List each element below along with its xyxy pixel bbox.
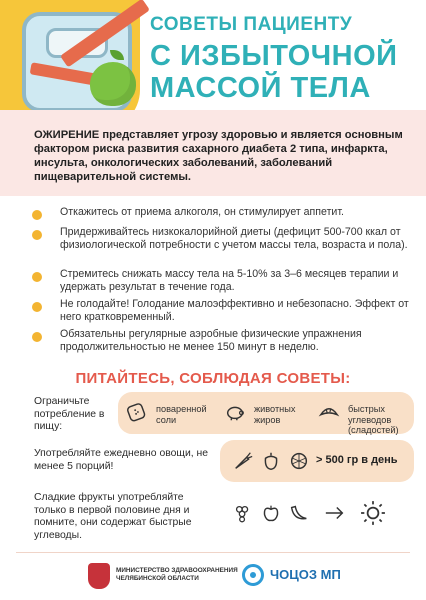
bullet-dot <box>32 272 42 282</box>
ministry-name <box>116 567 238 583</box>
limit-panel <box>118 392 414 434</box>
title-line-1: СОВЕТЫ ПАЦИЕНТУ <box>150 14 353 35</box>
croissant-icon <box>318 401 340 423</box>
page-title <box>150 14 420 104</box>
bullet-text: Придерживайтесь низкокалорийной диеты (дефицит 500-700 ккал от физиологической потребности с учетом массы тела, возраста и пола). <box>60 226 408 251</box>
fruits-panel <box>220 490 414 542</box>
title-line-3: МАССОЙ ТЕЛА <box>150 72 371 104</box>
ministry-line-1: МИНИСТЕРСТВО ЗДРАВООХРАНЕНИЯ <box>116 567 238 574</box>
limit-item <box>318 398 412 435</box>
arrow-right-icon <box>324 502 346 524</box>
bullet-text: Не голодайте! Голодание малоэффективно и небезопасно. Эффект от него кратковременный. <box>60 298 409 323</box>
bullet-dot <box>32 302 42 312</box>
crest-icon <box>88 563 110 589</box>
pig-icon <box>224 401 246 423</box>
cabbage-icon <box>288 450 310 472</box>
bullet-text: Стремитесь снижать массу тела на 5-10% за 3–6 месяцев терапии и удержать результат в течение года. <box>60 268 399 293</box>
apple-outline-icon <box>260 502 282 524</box>
title-line-2: С ИЗБЫТОЧНОЙ <box>150 40 398 72</box>
limit-label: животных жиров <box>254 404 296 425</box>
limit-label: быстрых углеводов (сладостей) <box>348 404 399 435</box>
grapes-icon <box>232 502 254 524</box>
org-name: ЧОЦОЗ МП <box>270 567 341 582</box>
intro-bold: ОЖИРЕНИЕ <box>34 129 100 141</box>
divider <box>16 552 410 553</box>
bullet-dot <box>32 210 42 220</box>
apple-icon <box>90 62 136 106</box>
intro-text <box>34 128 414 184</box>
org-logo-icon <box>242 564 264 586</box>
limit-item <box>224 398 314 428</box>
sun-icon <box>360 500 386 526</box>
bullet-dot <box>32 230 42 240</box>
bullet-text: Обязательны регулярные аэробные физические упражнения продолжительностью не менее 150 минут в неделю. <box>60 328 362 353</box>
row-label-fruits: Сладкие фрукты употребляйте только в первой половине дня и помните, они содержат быстрые углеводы. <box>34 492 192 541</box>
limit-label: поваренной соли <box>156 404 207 425</box>
bullet-text: Откажитесь от приема алкоголя, он стимулирует аппетит. <box>60 206 344 218</box>
salt-icon <box>126 401 148 423</box>
ministry-line-2: ЧЕЛЯБИНСКОЙ ОБЛАСТИ <box>116 575 199 582</box>
intro-rest: представляет угрозу здоровью и является основным фактором риска развития сахарного диабета 2 типа, инфаркта, инсульта, онкологических заболеваний, заболеваний пищеварительной системы. <box>34 129 403 183</box>
row-label-limit: Ограничьте потребление в пищу: <box>34 396 105 432</box>
vegetable-amount: > 500 гр в день <box>316 454 398 466</box>
limit-item <box>126 398 218 428</box>
pepper-icon <box>260 450 282 472</box>
banana-icon <box>288 502 310 524</box>
bullet-dot <box>32 332 42 342</box>
footer <box>0 552 426 600</box>
vegetables-panel <box>220 440 414 482</box>
carrot-icon <box>232 450 254 472</box>
advice-title: ПИТАЙТЕСЬ, СОБЛЮДАЯ СОВЕТЫ: <box>75 370 351 387</box>
row-label-vegetables: Употребляйте ежедневно овощи, не менее 5 порций! <box>34 448 209 472</box>
